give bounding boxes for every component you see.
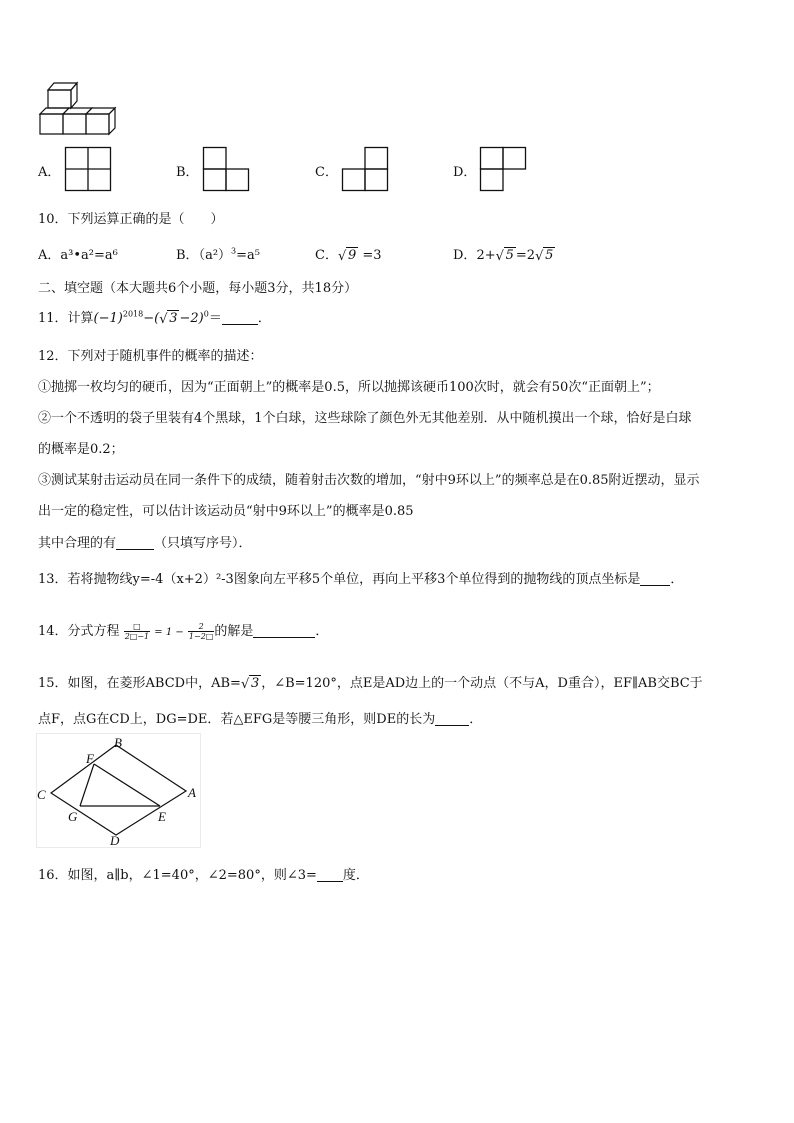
q9-option-a-label: A． [38, 165, 61, 180]
q13-text: 13．若将抛物线y=-4（x+2）²-3图象向左平移5个单位，再向上平移3个单位得到的抛物线的顶点坐标是 [38, 572, 641, 587]
fig15-label-e: E [158, 809, 166, 824]
q9-option-b-grid [203, 147, 249, 191]
q11-equals: ＝ [208, 311, 222, 326]
q14 [38, 620, 328, 641]
q16 [38, 864, 369, 883]
fig15-label-g: G [68, 809, 78, 824]
q13 [38, 568, 683, 587]
q11-term-1: (−1) [93, 311, 123, 326]
q10-option-a-expr: a³•a²=a⁶ [60, 248, 118, 263]
q10-option-b [176, 244, 260, 263]
q10-option-b-result: =a⁵ [236, 248, 260, 263]
q15-line-1-end: ，∠B=120°，点E是AD边上的一个动点（不与A，D重合），EF∥AB交BC于 [261, 676, 703, 691]
q12-question-prefix: 其中合理的有 [38, 536, 117, 551]
q10-option-b-label: B． [176, 248, 199, 263]
section-2-heading: 二、填空题（本大题共6个小题，每小题3分，共18分） [38, 281, 358, 296]
q14-prefix: 14．分式方程 [38, 624, 120, 639]
q11 [38, 307, 271, 326]
q12-question [38, 532, 252, 551]
q9-option-d-label: D． [453, 165, 477, 180]
q10-option-b-base: （a²） [198, 248, 232, 263]
q14-fraction-2: $\frac{2}{1-2□}$ [188, 622, 214, 641]
q12-statement-2a: ②一个不透明的袋子里装有4个黑球，1个白球，这些球除了颜色外无其他差别．从中随机摸出一个球，恰好是白球 [38, 411, 692, 426]
q10-option-c-result: =3 [358, 248, 382, 263]
q10-option-d-sqrt1: √ 5 [495, 248, 514, 264]
q12-question-suffix: （只填写序号）． [154, 536, 252, 551]
q14-answer-blank[interactable] [253, 623, 315, 638]
q11-sqrt: √ 3 [159, 311, 178, 327]
q12-answer-blank[interactable] [116, 535, 154, 550]
q13-answer-blank[interactable] [640, 571, 670, 586]
q14-equals: = 1 − [154, 627, 184, 638]
q11-answer-blank[interactable] [222, 310, 258, 325]
q11-term-3: −2) [179, 311, 204, 326]
q10-option-a-label: A． [38, 248, 61, 263]
fig15-label-f: F [86, 751, 94, 766]
q10-option-d [453, 244, 555, 263]
q11-term-2: −( [143, 311, 160, 326]
fig15-label-c: C [37, 787, 46, 802]
q12-statement-2b: 的概率是0.2； [38, 442, 124, 457]
q11-end: ． [257, 311, 271, 326]
q16-text: 16．如图，a∥b，∠1=40°，∠2=80°，则∠3= [38, 868, 317, 883]
q15-answer-blank[interactable] [435, 711, 469, 726]
q9-option-c-label: C． [315, 165, 338, 180]
fig15-label-d: D [110, 833, 120, 848]
q10-option-b-exponent: 3 [231, 246, 237, 256]
q10-stem: 10．下列运算正确的是（ ） [38, 212, 224, 227]
q9-option-a-grid [65, 147, 111, 191]
q9-option-d-grid [480, 147, 526, 191]
q9-option-b-label: B． [176, 165, 199, 180]
fig15-label-b: B [114, 735, 122, 750]
q15-line-2-text: 点F，点G在CD上，DG=DE．若△EFG是等腰三角形，则DE的长为 [38, 712, 436, 727]
q9-option-c-grid [342, 147, 388, 191]
q12-statement-1: ①抛掷一枚均匀的硬币，因为“正面朝上”的概率是0.5，所以抛掷该硬币100次时，就会有50次“正面朝上”； [38, 380, 660, 395]
q10-option-d-label: D． [453, 248, 477, 263]
q14-end: ． [315, 624, 329, 639]
q16-answer-blank[interactable] [317, 867, 343, 882]
q15-line-2 [38, 708, 482, 727]
q10-option-c-label: C． [315, 248, 338, 263]
q10-option-a [38, 244, 118, 263]
q15-sqrt: √ 3 [240, 676, 260, 692]
q15-line-1 [38, 672, 703, 691]
q11-exponent-1: 2018 [122, 309, 144, 319]
q11-prefix: 11．计算 [38, 311, 94, 326]
q10-option-c [315, 244, 382, 263]
q14-suffix: 的解是 [214, 624, 254, 639]
q12-statement-3a: ③测试某射击运动员在同一条件下的成绩，随着射击次数的增加，“射中9环以上”的频率总是在0.85附近摆动，显示 [38, 473, 700, 488]
q11-exponent-2: 0 [203, 309, 209, 319]
q15-line-1-start: 15．如图，在菱形ABCD中，AB= [38, 676, 241, 691]
q10-option-d-mid: =2 [515, 248, 536, 263]
q9-cube-figure [38, 78, 110, 138]
q13-end: ． [670, 572, 684, 587]
q15-line-2-end: ． [469, 712, 483, 727]
q10-option-c-sqrt: √ 9 [337, 248, 357, 264]
q16-end: 度． [342, 868, 369, 883]
fig15-label-a: A [188, 785, 196, 800]
q15-rhombus-figure [36, 733, 201, 848]
q10-option-d-pre: 2+ [476, 248, 496, 263]
q10-option-d-sqrt2: √ 5 [535, 248, 554, 264]
q12-stem: 12．下列对于随机事件的概率的描述： [38, 349, 263, 364]
q14-fraction-1: □ 2□−1 [124, 622, 150, 641]
q12-statement-3b: 出一定的稳定性，可以估计该运动员“射中9环以上”的概率是0.85 [38, 504, 414, 519]
